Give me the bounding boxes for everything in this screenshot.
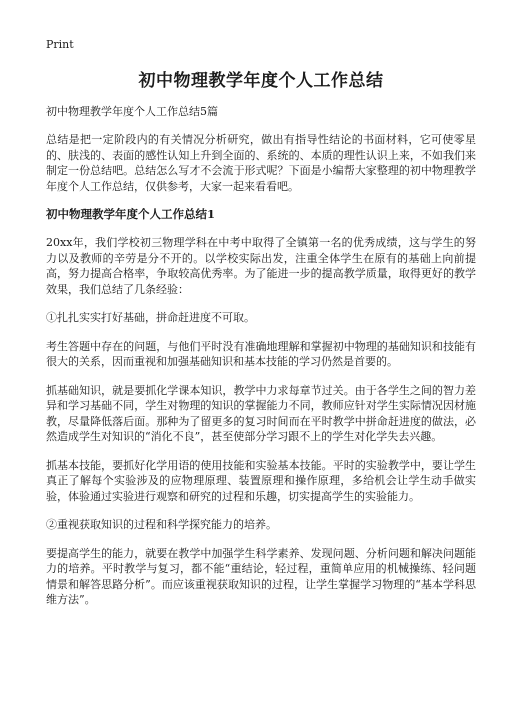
print-link[interactable]: Print — [46, 38, 74, 51]
body-paragraph: 要提高学生的能力，就要在教学中加强学生科学素养、发现问题、分析问题和解决问题能力的培养。平时教学与复习，都不能“重结论，轻过程，重简单应用的机械操练、轻问题情景和解答思路分析”。而应该重视获取知识的过程，让学生掌握学习物理的“基本学科思维方法”。 — [46, 546, 476, 606]
body-paragraph: ②重视获取知识的过程和科学探究能力的培养。 — [46, 518, 277, 531]
section-heading: 初中物理教学年度个人工作总结1 — [46, 207, 215, 221]
document-title: 初中物理教学年度个人工作总结 — [138, 71, 384, 91]
body-paragraph: 考生答题中存在的问题，与他们平时没有准确地理解和掌握初中物理的基础知识和技能有很大的关系，因而重视和加强基础知识和基本技能的学习仍然是首要的。 — [46, 339, 476, 368]
document-subtitle: 初中物理教学年度个人工作总结5篇 — [46, 105, 218, 118]
body-paragraph: 抓基础知识，就是要抓化学课本知识，教学中力求每章节过关。由于各学生之间的智力差异和学习基础不同，学生对物理的知识的掌握能力不同，教师应针对学生实际情况因材施教，尽量降低落后面。那种为了留更多的复习时间而在平时教学中拼命赶进度的做法，必然造成学生对知识的“消化不良”，甚至使部分学习跟不上的学生对化学失去兴趣。 — [46, 383, 476, 443]
body-paragraph: 抓基本技能，要抓好化学用语的使用技能和实验基本技能。平时的实验教学中，要让学生真正了解每个实验涉及的应物理原理、装置原理和操作原理，多给机会让学生动手做实验，体验通过实验进行观察和研究的过程和乐趣，切实提高学生的实验能力。 — [46, 458, 476, 503]
body-paragraph: ①扎扎实实打好基础，拼命赶进度不可取。 — [46, 311, 255, 324]
body-paragraph: 20xx年，我们学校初三物理学科在中考中取得了全镇第一名的优秀成绩，这与学生的努力以及教师的辛劳是分不开的。以学校实际出发，注重全体学生在原有的基础上向前提高，努力提高合格率，争取较高优秀率。为了能进一步的提高教学质量，取得更好的教学效果，我们总结了几条经验： — [46, 236, 476, 296]
intro-paragraph: 总结是把一定阶段内的有关情况分析研究，做出有指导性结论的书面材料，它可使零星的、肤浅的、表面的感性认知上升到全面的、系统的、本质的理性认识上来，不如我们来制定一份总结吧。总结怎么写才不会流于形式呢？下面是小编帮大家整理的初中物理教学年度个人工作总结，仅供参考，大家一起来看看吧。 — [46, 133, 476, 193]
